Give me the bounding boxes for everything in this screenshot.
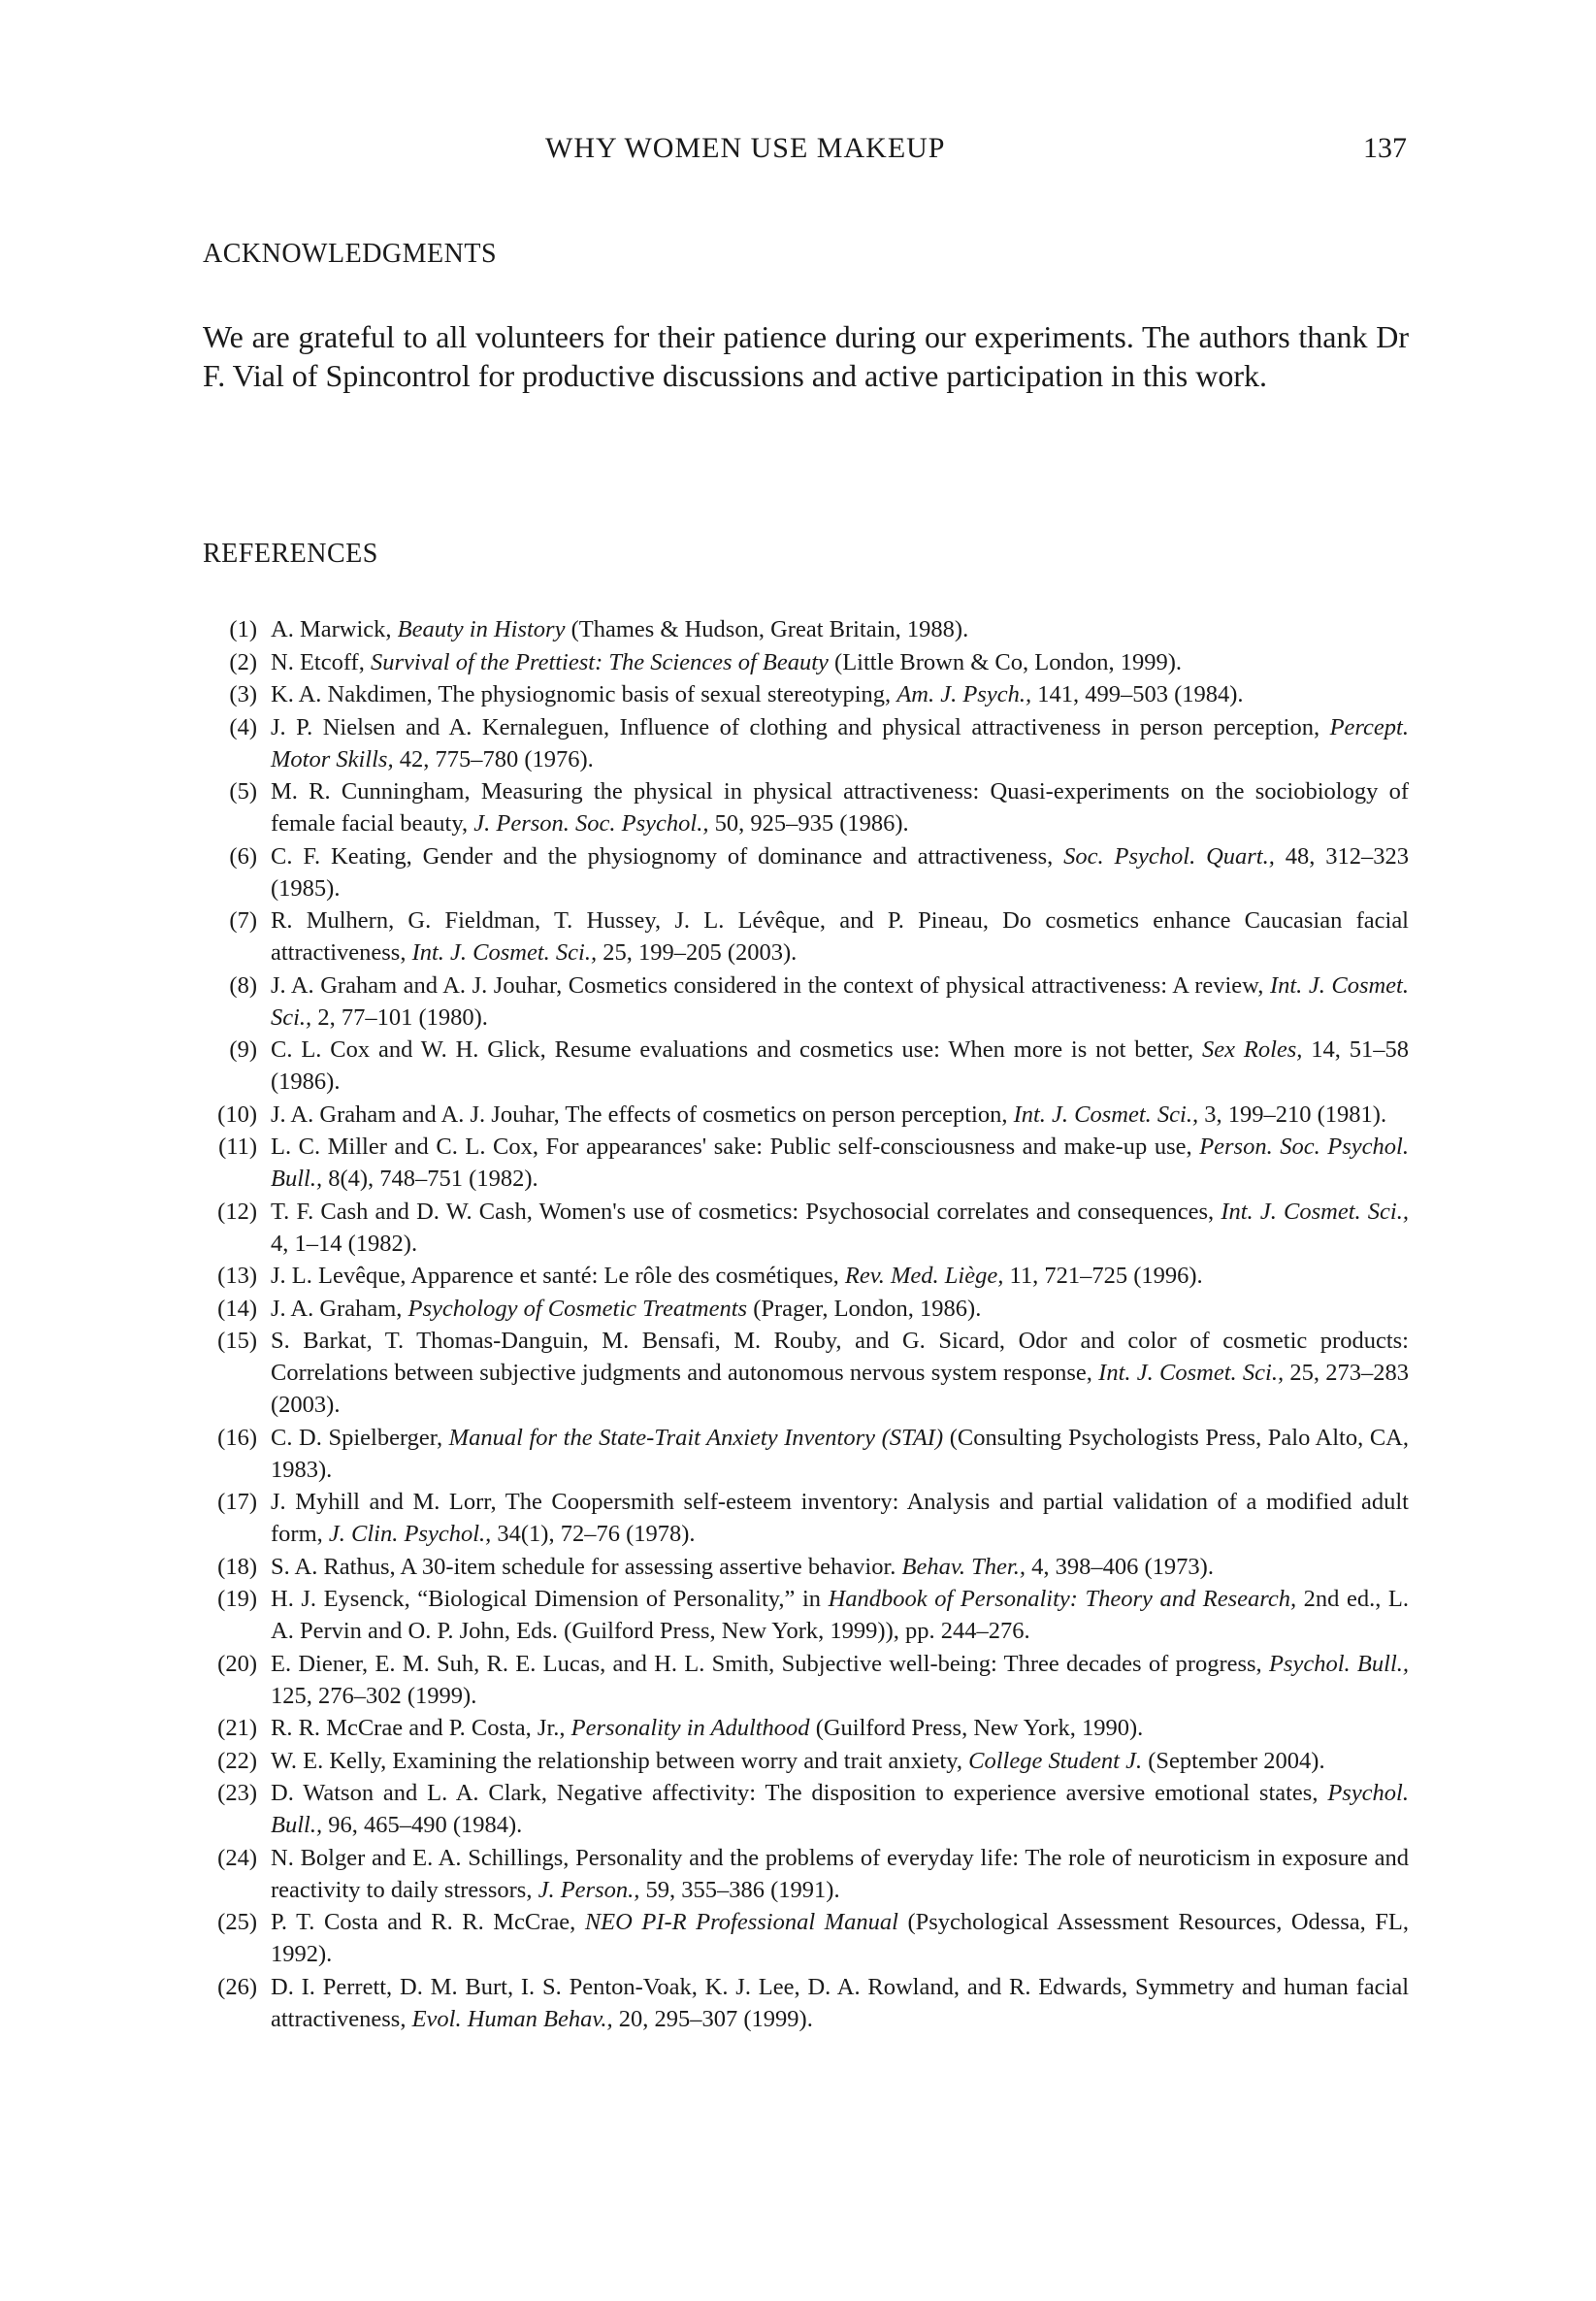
reference-item <box>189 1777 1409 1841</box>
reference-source-italic: Evol. Human Behav., <box>411 2005 613 2032</box>
reference-source-italic: Int. J. Cosmet. Sci., <box>1221 1198 1409 1225</box>
reference-text-segment: H. J. Eysenck, “Biological Dimension of Personality,” in <box>271 1586 829 1612</box>
running-head: WHY WOMEN USE MAKEUP <box>545 132 946 164</box>
reference-text <box>257 1648 1409 1712</box>
reference-text <box>257 775 1409 839</box>
reference-text-segment: 3, 199–210 (1981). <box>1198 1101 1387 1128</box>
reference-item <box>189 1196 1409 1260</box>
reference-item <box>189 904 1409 969</box>
reference-text <box>257 613 1409 645</box>
reference-number: (13) <box>217 1263 257 1289</box>
reference-number: (17) <box>217 1489 257 1515</box>
reference-text <box>257 1777 1409 1841</box>
reference-text <box>257 904 1409 969</box>
reference-text-segment: 14, 51–58 (1986). <box>271 1036 1410 1095</box>
reference-text <box>257 1842 1409 1906</box>
reference-item <box>189 678 1409 710</box>
reference-text-segment: L. C. Miller and C. L. Cox, For appearances' sake: Public self-consciousness and make-up use, <box>271 1134 1200 1160</box>
reference-source-italic: Int. J. Cosmet. Sci., <box>411 939 598 966</box>
reference-text-segment: K. A. Nakdimen, The physiognomic basis of sexual stereotyping, <box>271 681 897 707</box>
reference-text-segment: S. Barkat, T. Thomas-Danguin, M. Bensafi, M. Rouby, and G. Sicard, Odor and color of cosmetic products: Correlations between subjective judgments and autonomous nervous system response, <box>271 1328 1409 1386</box>
reference-text-segment: J. A. Graham and A. J. Jouhar, The effects of cosmetics on person perception, <box>271 1101 1014 1128</box>
reference-text-segment: (Consulting Psychologists Press, Palo Alto, CA, 1983). <box>271 1424 1409 1483</box>
reference-text-segment: 11, 721–725 (1996). <box>1003 1263 1203 1289</box>
reference-number: (15) <box>217 1328 257 1354</box>
reference-text <box>257 1583 1409 1647</box>
reference-text <box>257 1745 1409 1777</box>
reference-text-segment: (September 2004). <box>1142 1747 1325 1774</box>
reference-number: (2) <box>229 648 257 675</box>
reference-number: (21) <box>217 1715 257 1741</box>
reference-text <box>257 1325 1409 1421</box>
reference-text-segment: 50, 925–935 (1986). <box>708 810 909 837</box>
reference-text-segment: N. Etcoff, <box>271 648 371 675</box>
reference-text-segment: 34(1), 72–76 (1978). <box>491 1521 696 1547</box>
reference-source-italic: Beauty in History <box>397 616 566 642</box>
reference-text-segment: (Psychological Assessment Resources, Odessa, FL, 1992). <box>271 1909 1410 1967</box>
reference-source-italic: Personality in Adulthood <box>570 1715 810 1741</box>
reference-text-segment: 2nd ed., L. A. Pervin and O. P. John, Eds. (Guilford Press, New York, 1999)), pp. 244–276. <box>271 1586 1409 1644</box>
reference-item <box>189 840 1409 904</box>
reference-item <box>189 711 1409 775</box>
reference-text-segment: J. L. Levêque, Apparence et santé: Le rôle des cosmétiques, <box>271 1263 845 1289</box>
reference-number: (14) <box>217 1295 257 1322</box>
reference-text-segment: N. Bolger and E. A. Schillings, Personality and the problems of everyday life: The role of neuroticism in exposure and reactivity to daily stressors, <box>271 1844 1409 1903</box>
reference-text-segment: S. A. Rathus, A 30-item schedule for assessing assertive behavior. <box>271 1553 902 1580</box>
reference-number: (25) <box>217 1909 257 1935</box>
reference-item <box>189 646 1409 678</box>
reference-source-italic: Survival of the Prettiest: The Sciences of Beauty <box>370 648 829 675</box>
reference-number: (3) <box>229 681 257 707</box>
reference-number: (4) <box>229 713 257 740</box>
reference-item <box>189 1422 1409 1486</box>
reference-text-segment: 141, 499–503 (1984). <box>1031 681 1244 707</box>
reference-text-segment: 4, 1–14 (1982). <box>271 1230 418 1257</box>
reference-source-italic: Manual for the State-Trait Anxiety Inventory (STAI) <box>448 1424 944 1451</box>
reference-text-segment: A. Marwick, <box>271 616 398 642</box>
reference-item <box>189 1712 1409 1744</box>
reference-text-segment: C. F. Keating, Gender and the physiognomy of dominance and attractiveness, <box>271 842 1064 870</box>
reference-text-segment: D. Watson and L. A. Clark, Negative affectivity: The disposition to experience aversive emotional states, <box>271 1780 1328 1806</box>
reference-number: (9) <box>229 1036 257 1063</box>
reference-text-segment: W. E. Kelly, Examining the relationship between worry and trait anxiety, <box>271 1747 969 1774</box>
reference-text-segment: 20, 295–307 (1999). <box>612 2005 813 2032</box>
reference-number: (16) <box>217 1424 257 1451</box>
reference-text-segment: C. L. Cox and W. H. Glick, Resume evaluations and cosmetics use: When more is not better, <box>271 1036 1203 1063</box>
reference-number: (5) <box>229 778 257 805</box>
reference-number: (1) <box>229 616 257 642</box>
reference-number: (8) <box>229 971 257 999</box>
reference-text-segment: J. A. Graham, <box>271 1295 408 1322</box>
reference-text-segment: 25, 273–283 (2003). <box>271 1360 1410 1418</box>
reference-text <box>257 970 1409 1034</box>
reference-source-italic: Am. J. Psych., <box>896 681 1032 707</box>
reference-text-segment: (Prager, London, 1986). <box>747 1295 982 1322</box>
reference-item <box>189 1325 1409 1421</box>
references-heading: REFERENCES <box>203 539 378 569</box>
reference-source-italic: Soc. Psychol. Quart., <box>1063 842 1275 870</box>
reference-text <box>257 1712 1409 1744</box>
reference-number: (24) <box>217 1844 257 1871</box>
reference-text <box>257 646 1409 678</box>
reference-text <box>257 1906 1409 1970</box>
reference-item <box>189 1842 1409 1906</box>
reference-text-segment: 8(4), 748–751 (1982). <box>322 1166 538 1192</box>
reference-text <box>257 1260 1409 1292</box>
reference-text <box>257 1131 1409 1195</box>
reference-source-italic: Int. J. Cosmet. Sci., <box>1098 1360 1285 1386</box>
reference-number: (26) <box>217 1973 257 2000</box>
reference-source-italic: Int. J. Cosmet. Sci., <box>1013 1101 1199 1128</box>
reference-number: (20) <box>217 1650 257 1677</box>
reference-number: (23) <box>217 1780 257 1806</box>
reference-number: (18) <box>217 1553 257 1580</box>
reference-text-segment: 48, 312–323 (1985). <box>271 842 1410 902</box>
reference-item <box>189 775 1409 839</box>
reference-text <box>257 1971 1409 2035</box>
reference-text <box>257 678 1409 710</box>
reference-item <box>189 1034 1409 1098</box>
reference-source-italic: Int. J. Cosmet. Sci., <box>271 971 1409 1031</box>
reference-number: (19) <box>217 1586 257 1612</box>
reference-number: (11) <box>218 1134 257 1160</box>
reference-source-italic: Percept. Motor Skills, <box>271 713 1409 772</box>
reference-text-segment: J. A. Graham and A. J. Jouhar, Cosmetics considered in the context of physical attractiveness: A review, <box>271 971 1270 999</box>
reference-text-segment: 96, 465–490 (1984). <box>322 1812 523 1838</box>
acknowledgments-heading: ACKNOWLEDGMENTS <box>203 239 498 269</box>
reference-number: (6) <box>229 842 257 870</box>
reference-source-italic: J. Person. Soc. Psychol., <box>473 810 709 837</box>
reference-source-italic: Psychol. Bull., <box>271 1780 1409 1838</box>
reference-text-segment: T. F. Cash and D. W. Cash, Women's use of cosmetics: Psychosocial correlates and consequences, <box>271 1198 1221 1225</box>
reference-source-italic: Psychology of Cosmetic Treatments <box>407 1295 748 1322</box>
reference-text <box>257 1196 1409 1260</box>
reference-text-segment: 2, 77–101 (1980). <box>311 1003 488 1031</box>
reference-text-segment: E. Diener, E. M. Suh, R. E. Lucas, and H. L. Smith, Subjective well-being: Three decades of progress, <box>271 1650 1269 1677</box>
reference-item <box>189 1486 1409 1550</box>
reference-number: (12) <box>217 1198 257 1225</box>
reference-text <box>257 1099 1409 1131</box>
reference-item <box>189 1131 1409 1195</box>
reference-item <box>189 1906 1409 1970</box>
reference-source-italic: College Student J. <box>968 1747 1143 1774</box>
reference-item <box>189 1745 1409 1777</box>
reference-text-segment: P. T. Costa and R. R. McCrae, <box>271 1909 585 1935</box>
reference-text-segment: (Guilford Press, New York, 1990). <box>809 1715 1144 1741</box>
reference-text-segment: 4, 398–406 (1973). <box>1026 1553 1214 1580</box>
reference-text-segment: M. R. Cunningham, Measuring the physical in physical attractiveness: Quasi-experiments on the sociobiology of female facial beauty, <box>271 778 1409 837</box>
reference-text-segment: D. I. Perrett, D. M. Burt, I. S. Penton-Voak, K. J. Lee, D. A. Rowland, and R. Edwards, Symmetry and human facial attractiveness, <box>271 1973 1409 2032</box>
reference-item <box>189 1583 1409 1647</box>
reference-source-italic: Rev. Med. Liège, <box>844 1263 1004 1289</box>
reference-source-italic: NEO PI-R Professional Manual <box>584 1909 898 1935</box>
reference-list <box>189 613 1409 2035</box>
reference-text-segment: 42, 775–780 (1976). <box>393 745 594 772</box>
reference-text-segment: J. P. Nielsen and A. Kernaleguen, Influence of clothing and physical attractiveness in person perception, <box>271 713 1330 740</box>
reference-item <box>189 1293 1409 1325</box>
reference-text <box>257 1422 1409 1486</box>
reference-source-italic: Psychol. Bull., <box>1268 1650 1410 1677</box>
reference-text <box>257 1293 1409 1325</box>
reference-source-italic: Behav. Ther., <box>901 1553 1026 1580</box>
reference-text-segment: (Little Brown & Co, London, 1999). <box>828 648 1182 675</box>
reference-text-segment: (Thames & Hudson, Great Britain, 1988). <box>565 616 969 642</box>
reference-number: (7) <box>229 907 257 934</box>
reference-text-segment: R. R. McCrae and P. Costa, Jr., <box>271 1715 571 1741</box>
reference-text-segment: R. Mulhern, G. Fieldman, T. Hussey, J. L. Lévêque, and P. Pineau, Do cosmetics enhance Caucasian facial attractiveness, <box>271 907 1409 966</box>
reference-source-italic: J. Clin. Psychol., <box>328 1521 492 1547</box>
reference-source-italic: Person. Soc. Psychol. Bull., <box>271 1134 1409 1192</box>
reference-source-italic: Sex Roles, <box>1202 1036 1303 1063</box>
reference-source-italic: J. Person., <box>537 1876 640 1903</box>
reference-item <box>189 970 1409 1034</box>
reference-text-segment: 125, 276–302 (1999). <box>271 1682 477 1709</box>
reference-text <box>257 711 1409 775</box>
acknowledgments-text: We are grateful to all volunteers for their patience during our experiments. The authors thank Dr F. Vial of Spincontrol for productive discussions and active participation in this work. <box>203 319 1409 393</box>
reference-item <box>189 613 1409 645</box>
reference-item <box>189 1648 1409 1712</box>
reference-item <box>189 1971 1409 2035</box>
reference-text <box>257 1551 1409 1583</box>
reference-item <box>189 1099 1409 1131</box>
reference-text-segment: J. Myhill and M. Lorr, The Coopersmith self-esteem inventory: Analysis and partial validation of a modified adult form, <box>271 1489 1409 1547</box>
reference-text-segment: 25, 199–205 (2003). <box>597 939 798 966</box>
reference-text-segment: 59, 355–386 (1991). <box>639 1876 840 1903</box>
reference-number: (22) <box>217 1747 257 1774</box>
reference-number: (10) <box>217 1101 257 1128</box>
reference-text-segment: C. D. Spielberger, <box>271 1424 449 1451</box>
reference-text <box>257 1486 1409 1550</box>
reference-item <box>189 1551 1409 1583</box>
reference-source-italic: Handbook of Personality: Theory and Research, <box>828 1586 1297 1612</box>
reference-item <box>189 1260 1409 1292</box>
reference-text <box>257 840 1409 904</box>
page-number: 137 <box>1363 132 1407 164</box>
reference-text <box>257 1034 1409 1098</box>
